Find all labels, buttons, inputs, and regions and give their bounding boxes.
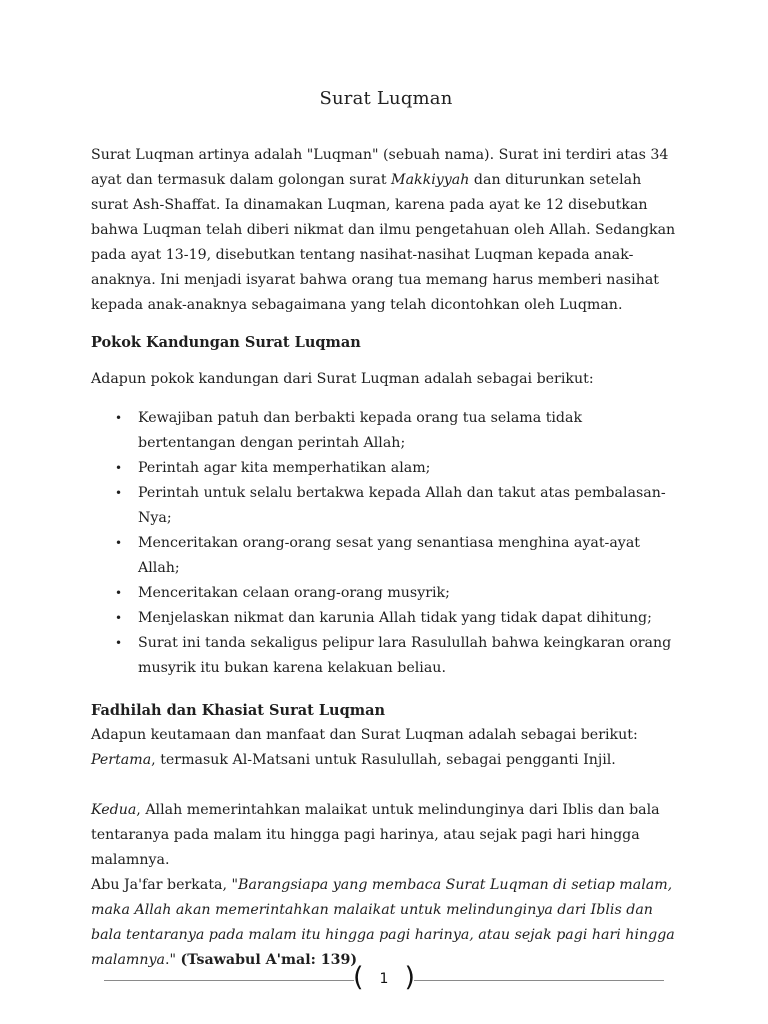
footer-rule-left: [104, 980, 354, 981]
bullet-icon: •: [115, 536, 123, 550]
second-virtue-label: Kedua: [91, 802, 137, 818]
bullet-icon: •: [115, 411, 123, 425]
page-title: Surat Luqman: [319, 88, 453, 109]
list-item-text: Menceritakan orang-orang sesat yang senantiasa menghina ayat-ayat Allah;: [138, 535, 640, 576]
list-item: [115, 406, 681, 456]
list-item-text: Perintah agar kita memperhatikan alam;: [138, 460, 431, 476]
bullet-icon: •: [115, 461, 123, 475]
list-item: [115, 581, 681, 606]
pokok-list: [91, 406, 681, 681]
left-bracket-icon: (: [353, 962, 364, 993]
list-item: [115, 456, 681, 481]
list-item-text: Menceritakan celaan orang-orang musyrik;: [138, 585, 450, 601]
paragraph-spacer: [91, 773, 681, 798]
page-number-badge: [352, 962, 416, 996]
intro-text-2: dan diturunkan setelah surat Ash-Shaffat. Ia dinamakan Luqman, karena pada ayat ke 12 disebutkan bahwa Luqman telah diberi nikmat dan ilmu pengetahuan oleh Allah. Sedangkan pada ayat 13-19, disebutkan tentang nasihat-nasihat Luqman kepada anak-anaknya. Ini menjadi isyarat bahwa orang tua memang harus memberi nasihat kepada anak-anaknya sebagaimana yang telah dicontohkan oleh Luqman.: [91, 172, 676, 313]
second-virtue: [91, 798, 681, 873]
right-bracket-icon: ): [404, 962, 415, 993]
first-virtue-text: , termasuk Al-Matsani untuk Rasulullah, sebagai pengganti Injil.: [151, 752, 616, 768]
list-item-text: Menjelaskan nikmat dan karunia Allah tidak yang tidak dapat dihitung;: [138, 610, 652, 626]
list-item: [115, 606, 681, 631]
intro-paragraph: [91, 143, 681, 318]
quote-source: (Tsawabul A'mal: 139): [180, 952, 358, 968]
footer-rule-right: [414, 980, 664, 981]
hadith-quote: [91, 873, 681, 973]
quote-intro: Abu Ja'far berkata, ": [91, 877, 239, 893]
intro-text-1: Surat Luqman artinya adalah "Luqman" (sebuah nama). Surat ini terdiri atas 34 ayat dan termasuk dalam golongan surat: [91, 147, 669, 188]
quote-text: Barangsiapa yang membaca Surat Luqman di setiap malam, maka Allah akan memerintahkan malaikat untuk melindunginya dari Iblis dan bala tentaranya pada malam itu hingga pagi harinya, atau sejak pagi hari hingga malamnya: [91, 877, 675, 968]
bullet-icon: •: [115, 636, 123, 650]
section-heading-fadhilah: Fadhilah dan Khasiat Surat Luqman: [91, 702, 386, 719]
list-item: [115, 531, 681, 581]
bullet-icon: •: [115, 486, 123, 500]
list-item: [115, 481, 681, 531]
list-item-text: Perintah untuk selalu bertakwa kepada Allah dan takut atas pembalasan-Nya;: [138, 485, 666, 526]
section-lead-pokok: Adapun pokok kandungan dari Surat Luqman adalah sebagai berikut:: [91, 371, 594, 387]
intro-italic: Makkiyyah: [391, 172, 470, 188]
section-lead-fadhilah: Adapun keutamaan dan manfaat dan Surat Luqman adalah sebagai berikut:: [91, 727, 638, 743]
document-page: [91, 88, 681, 973]
list-item-text: Kewajiban patuh dan berbakti kepada orang tua selama tidak bertentangan dengan perintah Allah;: [138, 410, 583, 451]
second-virtue-text: , Allah memerintahkan malaikat untuk melindunginya dari Iblis dan bala tentaranya pada malam itu hingga pagi harinya, atau sejak pagi hari hingga malamnya.: [91, 802, 660, 868]
first-virtue: [91, 748, 681, 773]
first-virtue-label: Pertama: [91, 752, 152, 768]
bullet-icon: •: [115, 611, 123, 625]
quote-close: .": [164, 952, 181, 968]
list-item-text: Surat ini tanda sekaligus pelipur lara Rasulullah bahwa keingkaran orang musyrik itu bukan karena kelakuan beliau.: [138, 635, 672, 676]
section-heading-pokok: Pokok Kandungan Surat Luqman: [91, 334, 361, 351]
bullet-icon: •: [115, 586, 123, 600]
page-number: 1: [379, 971, 389, 987]
list-item: [115, 631, 681, 681]
